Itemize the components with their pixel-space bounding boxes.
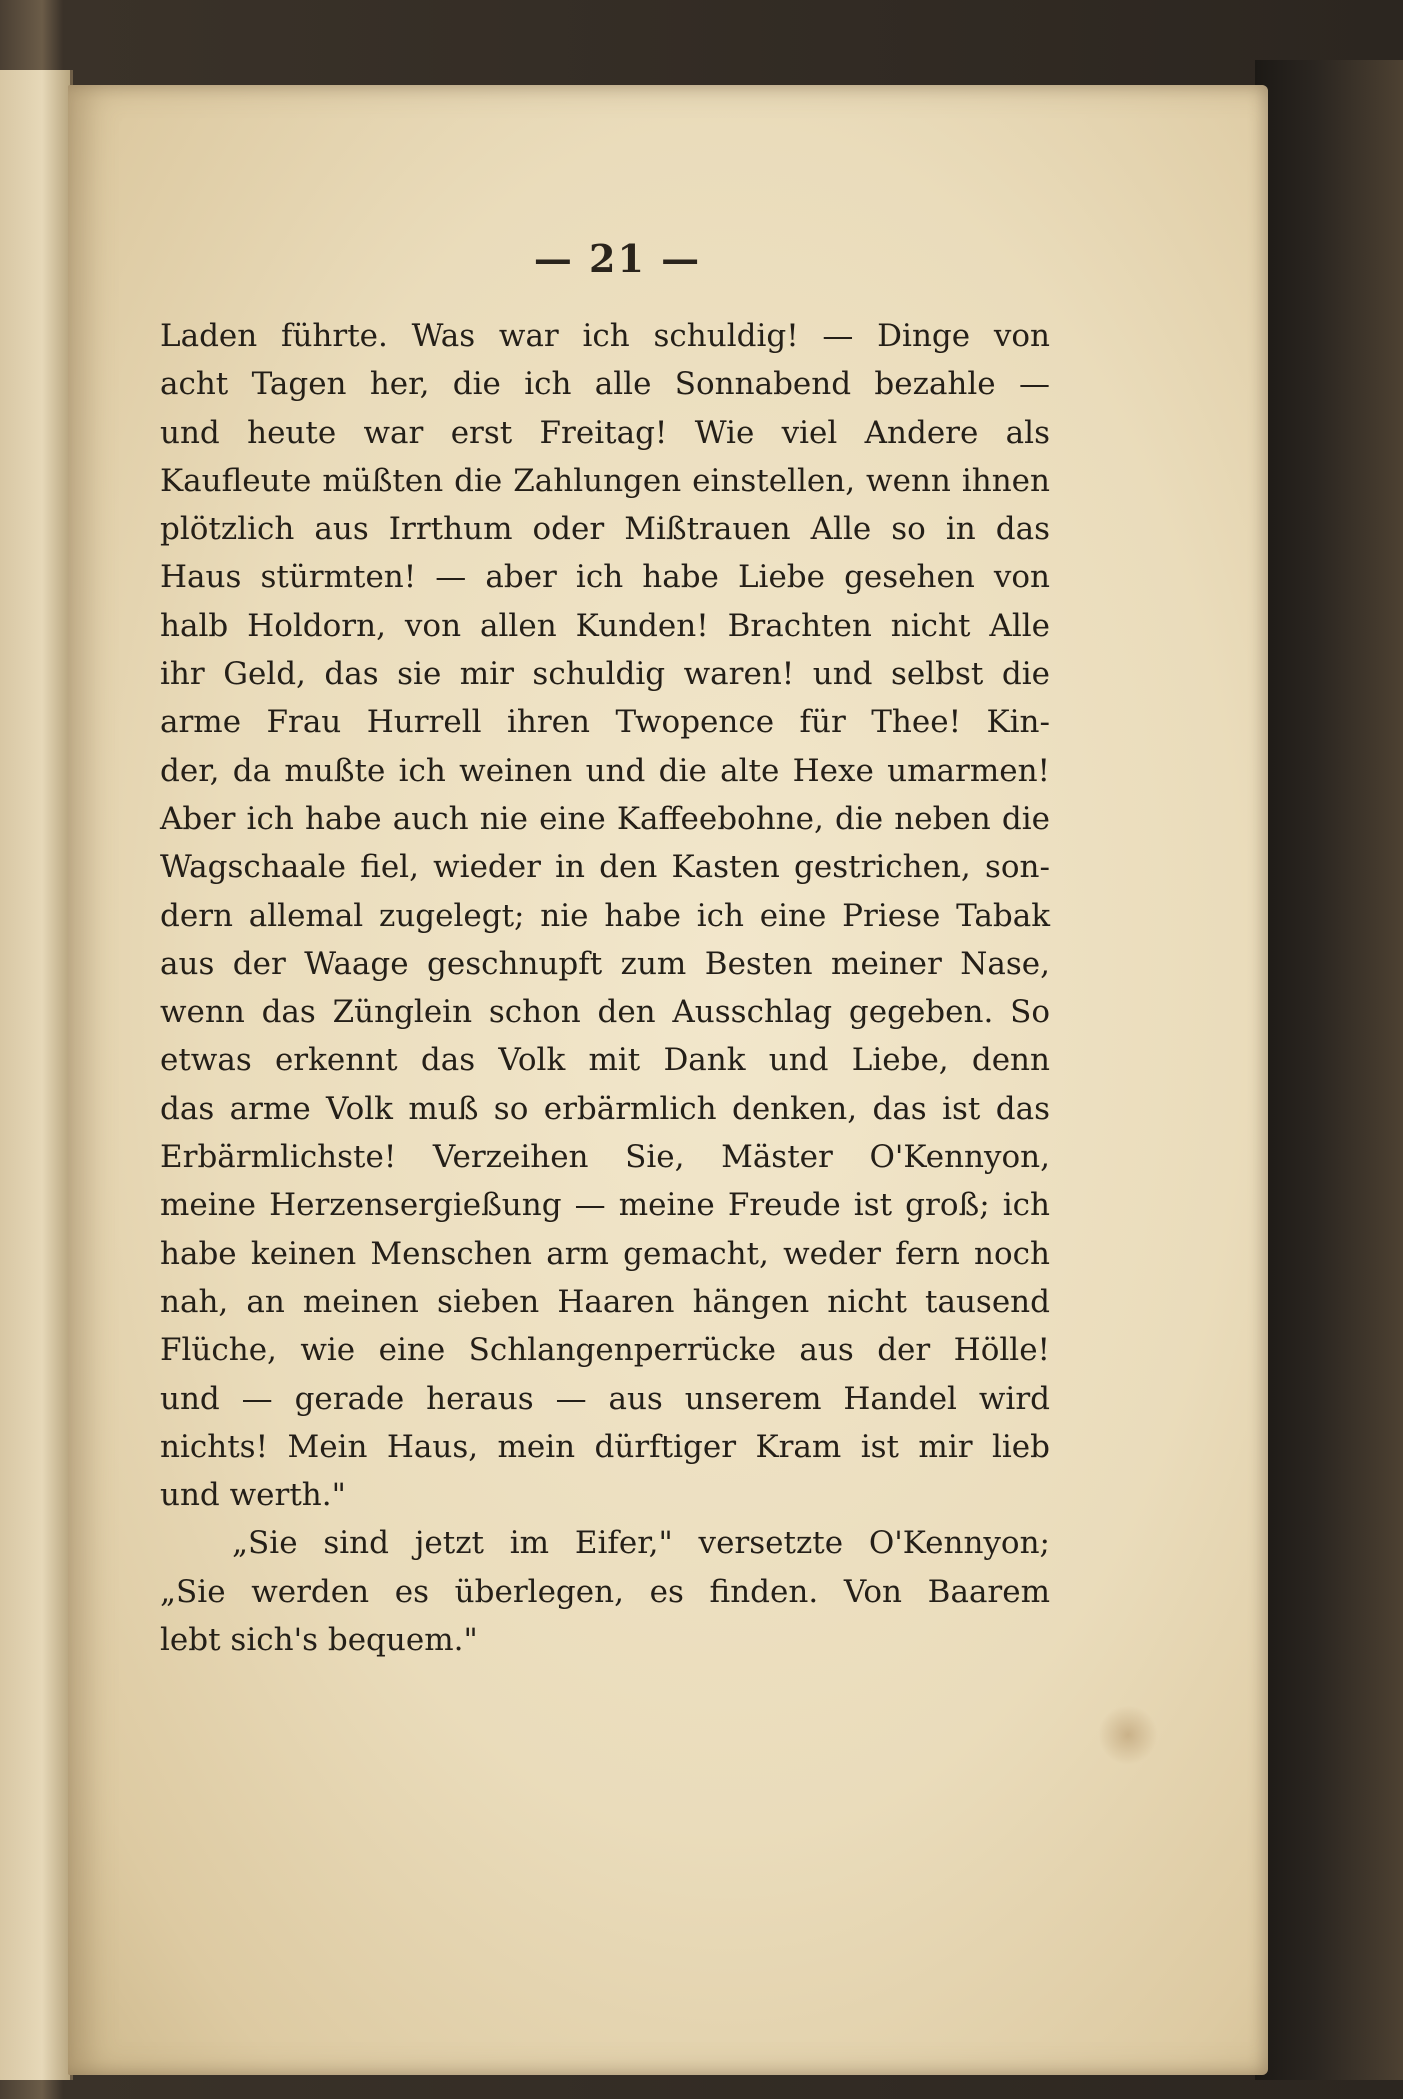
text-line: und heute war erst Freitag! Wie viel Andere als — [160, 414, 1050, 451]
text-line: dern allemal zugelegt; nie habe ich eine Priese Tabak — [160, 897, 1050, 934]
text-line: Laden führte. Was war ich schuldig! — Dinge von — [160, 318, 1050, 354]
left-page-edge — [0, 70, 73, 2080]
page-number: — 21 — — [533, 236, 702, 281]
text-line: „Sie werden es überlegen, es finden. Von Baarem — [160, 1573, 1050, 1610]
text-line: wenn das Zünglein schon den Ausschlag gegeben. So — [160, 994, 1050, 1031]
text-line: Aber ich habe auch nie eine Kaffeebohne, die neben die — [160, 800, 1050, 837]
book-cover-edge — [1255, 60, 1403, 2080]
text-line: ihr Geld, das sie mir schuldig waren! und selbst die — [160, 656, 1050, 693]
text-line: „Sie sind jetzt im Eifer," versetzte O'Kennyon; — [232, 1525, 1050, 1562]
text-line: Flüche, wie eine Schlangenperrücke aus der Hölle! — [160, 1332, 1050, 1369]
text-line: halb Holdorn, von allen Kunden! Brachten nicht Alle — [160, 607, 1050, 644]
text-line: Wagschaale fiel, wieder in den Kasten gestrichen, son- — [160, 849, 1050, 886]
paper-stain — [1098, 1705, 1158, 1765]
text-line: habe keinen Menschen arm gemacht, weder fern noch — [160, 1235, 1050, 1272]
text-line: und werth." — [160, 1477, 346, 1514]
text-line: meine Herzensergießung — meine Freude ist groß; ich — [160, 1187, 1050, 1224]
text-line: Haus stürmten! — aber ich habe Liebe gesehen von — [160, 559, 1050, 596]
text-line: aus der Waage geschnupft zum Besten meiner Nase, — [160, 945, 1050, 982]
text-line: plötzlich aus Irrthum oder Mißtrauen Alle so in das — [160, 511, 1050, 548]
text-line: und — gerade heraus — aus unserem Handel wird — [160, 1380, 1050, 1417]
text-line: nichts! Mein Haus, mein dürftiger Kram ist mir lieb — [160, 1428, 1050, 1465]
body-text — [160, 312, 1050, 1664]
text-line: Erbärmlichste! Verzeihen Sie, Mäster O'Kennyon, — [160, 1139, 1050, 1176]
text-line: acht Tagen her, die ich alle Sonnabend bezahle — — [160, 366, 1050, 403]
text-line: der, da mußte ich weinen und die alte Hexe umarmen! — [160, 752, 1050, 789]
text-line: Kaufleute müßten die Zahlungen einstellen, wenn ihnen — [160, 462, 1050, 499]
text-line: etwas erkennt das Volk mit Dank und Liebe, denn — [160, 1042, 1050, 1079]
text-line: lebt sich's bequem." — [160, 1622, 478, 1659]
text-line: das arme Volk muß so erbärmlich denken, das ist das — [160, 1090, 1050, 1127]
text-line: arme Frau Hurrell ihren Twopence für Thee! Kin- — [160, 704, 1050, 741]
text-line: nah, an meinen sieben Haaren hängen nicht tausend — [160, 1283, 1050, 1320]
